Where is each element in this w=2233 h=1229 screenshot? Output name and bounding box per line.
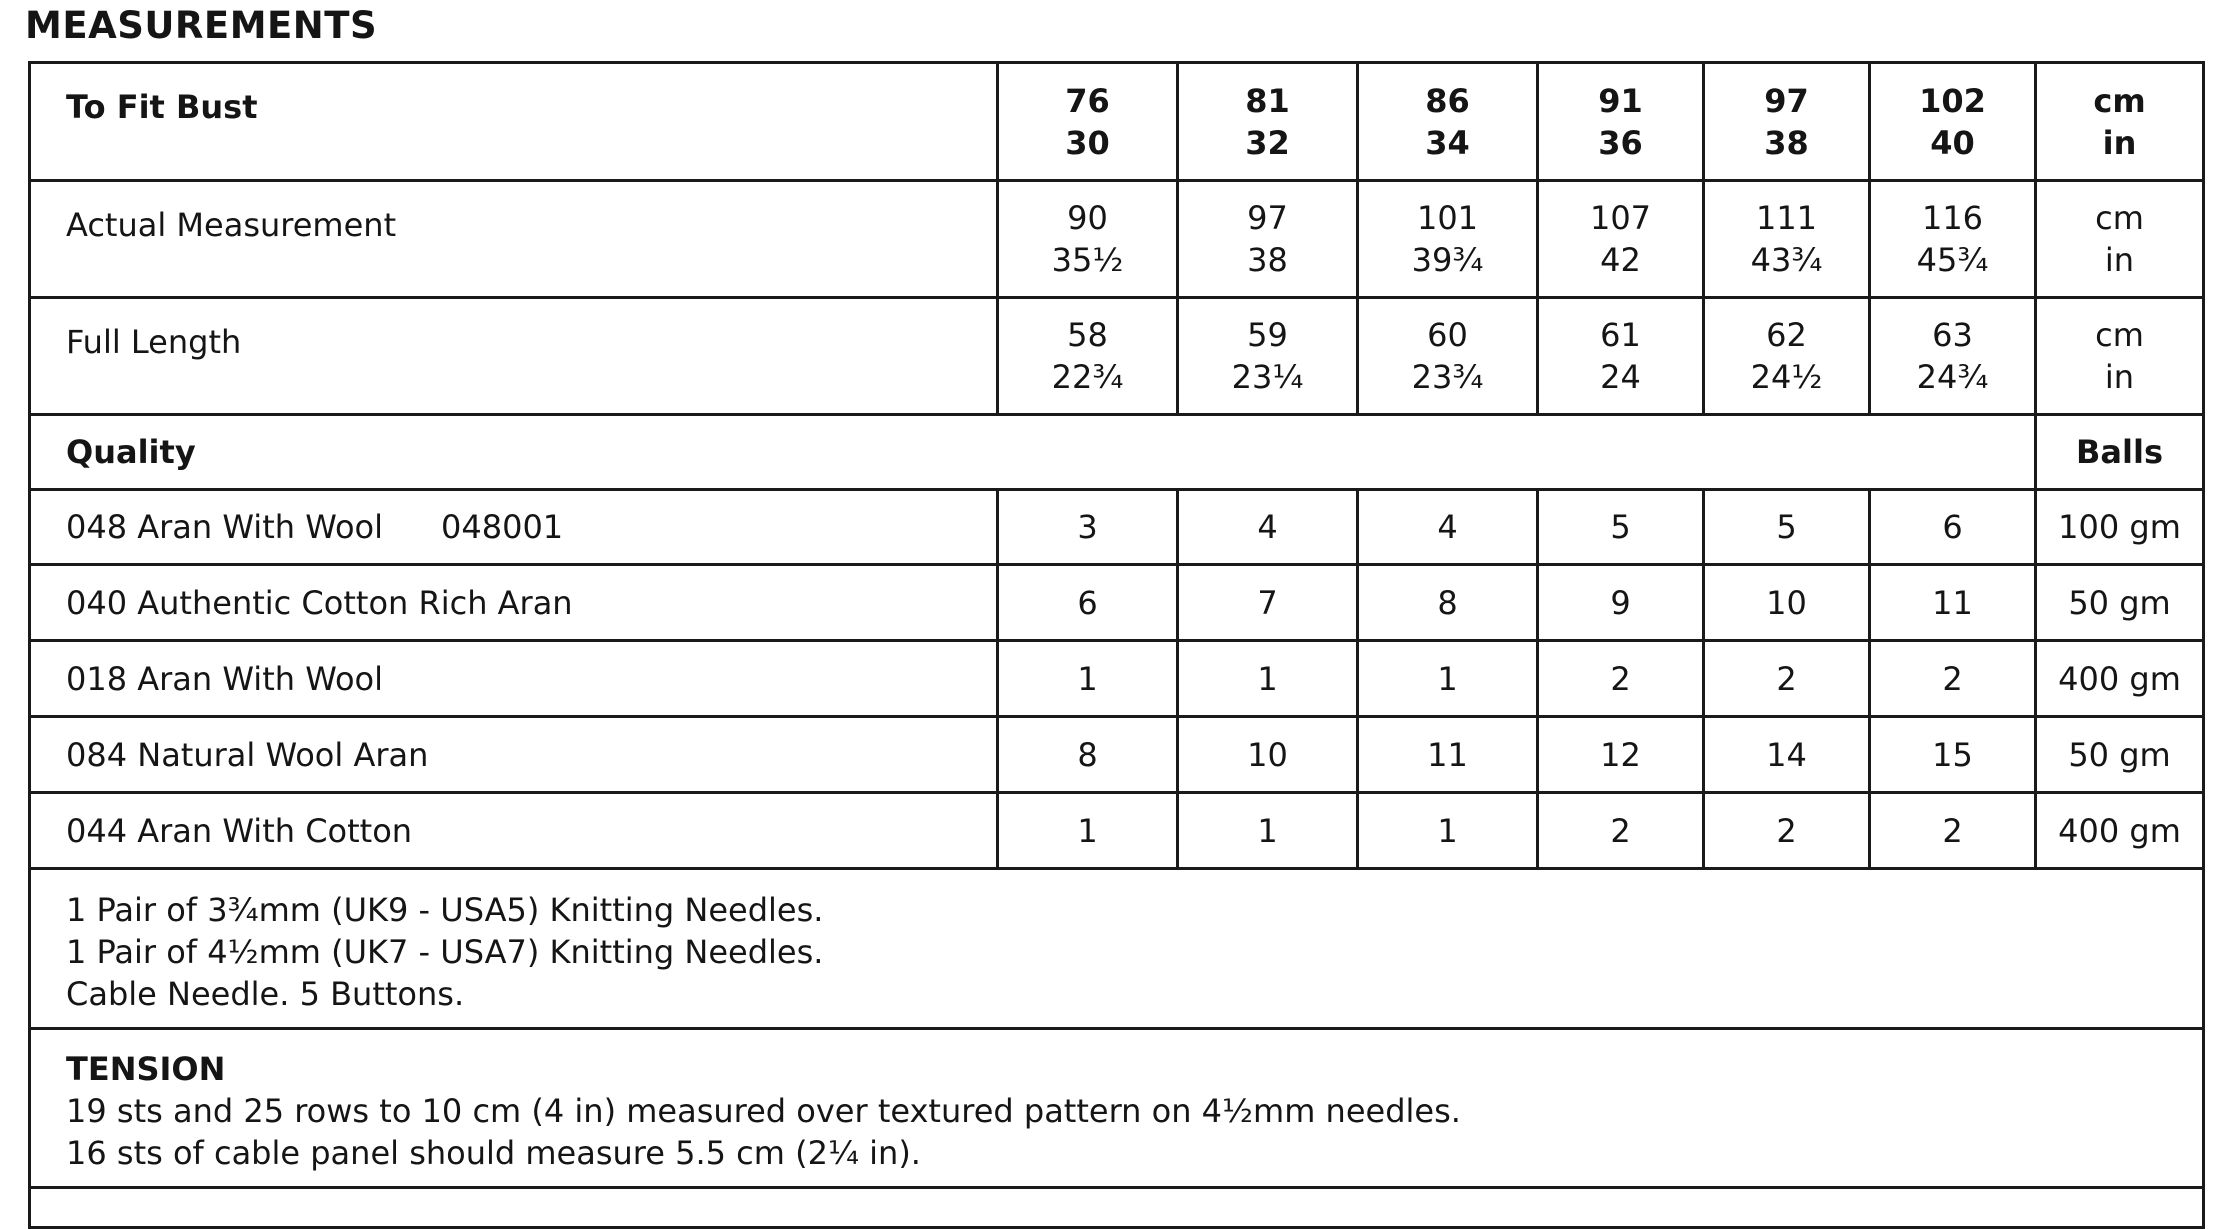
balls-cell: 14 <box>1704 717 1870 793</box>
needles-row <box>30 869 2204 1029</box>
tension-row <box>30 1029 2204 1188</box>
tension-section <box>30 1029 2204 1188</box>
size-header-label: To Fit Bust <box>30 63 998 181</box>
next-section-row <box>30 1188 2204 1228</box>
tension-line: 16 sts of cable panel should measure 5.5 cm (2¼ in). <box>66 1134 921 1172</box>
balls-cell: 3 <box>998 490 1178 565</box>
yarn-name: 018 Aran With Wool <box>30 641 998 717</box>
measurement-row <box>30 298 2204 415</box>
measurement-cell: 63 24¾ <box>1870 298 2036 415</box>
balls-cell: 15 <box>1870 717 2036 793</box>
measurement-cell: 60 23¾ <box>1358 298 1538 415</box>
quality-label: Quality <box>30 415 2036 490</box>
page-title: MEASUREMENTS <box>25 4 378 47</box>
balls-cell: 10 <box>1704 565 1870 641</box>
balls-cell: 8 <box>998 717 1178 793</box>
balls-cell: 11 <box>1870 565 2036 641</box>
balls-cell: 1 <box>998 641 1178 717</box>
needles-line: 1 Pair of 4½mm (UK7 - USA7) Knitting Needles. <box>66 932 824 971</box>
size-cell: 102 40 <box>1870 63 2036 181</box>
balls-cell: 4 <box>1178 490 1358 565</box>
yarn-row <box>30 641 2204 717</box>
balls-label: Balls <box>2036 415 2204 490</box>
measurement-cell: 62 24½ <box>1704 298 1870 415</box>
balls-cell: 10 <box>1178 717 1358 793</box>
tension-line: 19 sts and 25 rows to 10 cm (4 in) measured over textured pattern on 4½mm needles. <box>66 1092 1461 1130</box>
size-cell: 81 32 <box>1178 63 1358 181</box>
balls-cell: 2 <box>1870 641 2036 717</box>
yarn-row <box>30 717 2204 793</box>
balls-cell: 1 <box>1178 793 1358 869</box>
measurement-cell: 97 38 <box>1178 181 1358 298</box>
balls-cell: 2 <box>1870 793 2036 869</box>
balls-cell: 2 <box>1538 641 1704 717</box>
measurement-label: Full Length <box>30 298 998 415</box>
measurement-cell: 61 24 <box>1538 298 1704 415</box>
needles-line: Cable Needle. 5 Buttons. <box>66 974 465 1013</box>
balls-cell: 8 <box>1358 565 1538 641</box>
ball-weight: 400 gm <box>2036 641 2204 717</box>
size-cell: 76 30 <box>998 63 1178 181</box>
yarn-code: 048001 <box>441 508 564 546</box>
balls-cell: 6 <box>998 565 1178 641</box>
balls-cell: 5 <box>1538 490 1704 565</box>
yarn-name: 040 Authentic Cotton Rich Aran <box>30 565 998 641</box>
unit-cell: cm in <box>2036 298 2204 415</box>
balls-cell: 11 <box>1358 717 1538 793</box>
measurement-cell: 116 45¾ <box>1870 181 2036 298</box>
size-header-row <box>30 63 2204 181</box>
balls-cell: 1 <box>998 793 1178 869</box>
balls-cell: 9 <box>1538 565 1704 641</box>
measurement-cell: 101 39¾ <box>1358 181 1538 298</box>
tension-heading: TENSION <box>66 1050 226 1088</box>
balls-cell: 2 <box>1538 793 1704 869</box>
needles-section <box>30 869 2204 1029</box>
unit-cell: cm in <box>2036 63 2204 181</box>
measurement-label: Actual Measurement <box>30 181 998 298</box>
balls-cell: 1 <box>1178 641 1358 717</box>
unit-cell: cm in <box>2036 181 2204 298</box>
yarn-name: 084 Natural Wool Aran <box>30 717 998 793</box>
balls-cell: 7 <box>1178 565 1358 641</box>
yarn-row <box>30 565 2204 641</box>
needles-line: 1 Pair of 3¾mm (UK9 - USA5) Knitting Needles. <box>66 890 824 929</box>
measurement-row <box>30 181 2204 298</box>
ball-weight: 50 gm <box>2036 717 2204 793</box>
balls-cell: 6 <box>1870 490 2036 565</box>
size-cell: 91 36 <box>1538 63 1704 181</box>
balls-cell: 1 <box>1358 793 1538 869</box>
ball-weight: 100 gm <box>2036 490 2204 565</box>
next-section-cell <box>30 1188 2204 1228</box>
yarn-name: 048 Aran With Wool 048001 <box>30 490 998 565</box>
yarn-row <box>30 793 2204 869</box>
balls-cell: 12 <box>1538 717 1704 793</box>
measurement-cell: 59 23¼ <box>1178 298 1358 415</box>
measurement-cell: 58 22¾ <box>998 298 1178 415</box>
balls-cell: 5 <box>1704 490 1870 565</box>
yarn-name: 044 Aran With Cotton <box>30 793 998 869</box>
balls-cell: 1 <box>1358 641 1538 717</box>
measurement-cell: 111 43¾ <box>1704 181 1870 298</box>
measurement-cell: 107 42 <box>1538 181 1704 298</box>
measurements-table <box>28 61 2205 1229</box>
size-cell: 97 38 <box>1704 63 1870 181</box>
balls-cell: 4 <box>1358 490 1538 565</box>
yarn-row <box>30 490 2204 565</box>
size-cell: 86 34 <box>1358 63 1538 181</box>
ball-weight: 400 gm <box>2036 793 2204 869</box>
balls-cell: 2 <box>1704 641 1870 717</box>
measurement-cell: 90 35½ <box>998 181 1178 298</box>
ball-weight: 50 gm <box>2036 565 2204 641</box>
quality-header-row <box>30 415 2204 490</box>
balls-cell: 2 <box>1704 793 1870 869</box>
